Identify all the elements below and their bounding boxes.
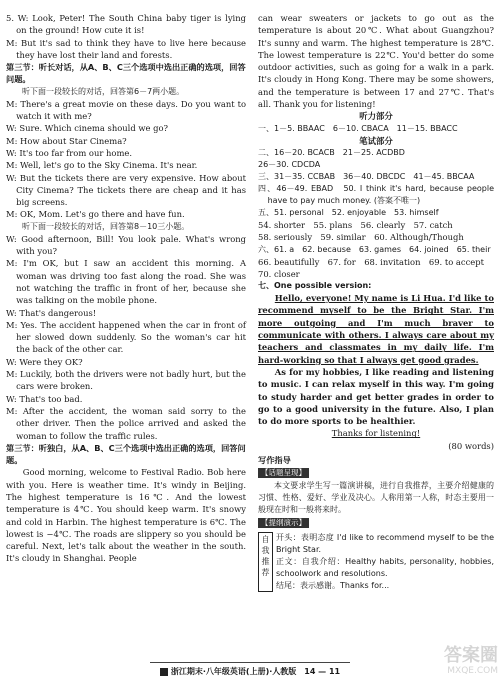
dialog-2 <box>6 233 246 442</box>
section-heading: 第三节：听独白，从A、B、C三个选项中选出正确的选项，回答问题。 <box>6 442 246 466</box>
topic-text: 本文要求学生写一篇演讲稿，进行自我推荐，主要介绍健康的习惯、性格、爱好、学业及决心。人称用第一人称，时态主要用一般现在时和一般将来时。 <box>258 481 494 515</box>
answer-line: 四、46－49. EBAD 50. I think it's hard, because people have to pay much money. (答案不唯一) <box>258 183 494 205</box>
dialog-line: M: How about Star Cinema? <box>6 135 127 146</box>
dialog-line: M: OK, Mom. Let's go there and have fun. <box>6 209 185 220</box>
essay-closing: Thanks for listening! <box>331 428 421 439</box>
instruction: 听下面一段较长的对话，回答第6－7两小题。 <box>22 86 185 96</box>
answer-line: 54. shorter 55. plans 56. clearly 57. catch <box>258 219 453 230</box>
publisher-logo-icon <box>160 668 168 676</box>
right-column <box>258 12 494 592</box>
dialog-line: W: It's too far from our home. <box>6 147 133 158</box>
listening-section-title: 听力部分 <box>359 111 393 122</box>
outline-line: 正文：自我介绍：Healthy habits, personality, hobbies, schoolwork and resolutions. <box>276 557 494 579</box>
dialog-line: M: After the accident, the woman said sorry to the other driver. Then the police arrived and asked the woman to follow the traffic rules. <box>6 405 246 441</box>
monologue: Good morning, welcome to Festival Radio. Bob here with you. Here is weather time. It's windy in Beijing. The highest temperature is 16℃. And the lowest temperature is 4℃. You should keep warm. It's snowy and cold in Harbin. The highest temperature is 6℃. The lowest is −4℃. The roads are slippery so you should be careful. Next, let's talk about the weather in the south. It's cloudy in Shanghai. People <box>6 467 246 564</box>
dialog-line: M: But it's sad to think they have to live here because they have lost their land and forests. <box>6 37 246 60</box>
answer-line: 26－30. CDCDA <box>258 159 321 169</box>
footer-text: 浙江期末·八年级英语(上册)·人教版 14 — 11 <box>170 667 341 676</box>
answer-line: 三、31－35. CCBAB 36－40. DBCDC 41－45. BBCAA <box>258 171 475 181</box>
dialog-line: W: Good afternoon, Bill! You look pale. What's wrong with you? <box>6 233 246 257</box>
writing-guide-title: 写作指导 <box>258 455 291 466</box>
dialog-line: W: Sure. Which cinema should we go? <box>6 123 169 134</box>
instruction: 听下面一段较长的对话，回答第8－10三小题。 <box>22 221 190 231</box>
answer-line: 一、1－5. BBAAC 6－10. CBACA 11－15. BBACC <box>258 123 458 133</box>
essay-paragraph-2: As for my hobbies, I like reading and listening to music. I can relax myself in this way. I'm going to study harder and get better grades in order to go to a good university in the future. Also, I plan to do more sports to be healthier. <box>258 366 494 427</box>
writing-section-title: 笔试部分 <box>359 135 393 146</box>
dialog-line: W: But the tickets there are very expensive. How about City Cinema? The tickets there are cheap and it has big screens. <box>6 172 246 208</box>
outline-tag: 【提纲演示】 <box>258 518 309 528</box>
answer-line: 二、16－20. BCACB 21－25. ACDBD <box>258 147 405 157</box>
outline-line: 开头：表明态度 I'd like to recommend myself to be the Bright Star. <box>276 533 494 555</box>
left-column <box>6 12 246 565</box>
watermark-url: MXQE.COM <box>447 666 498 676</box>
dialog-line: W: That's dangerous! <box>6 307 97 318</box>
page-footer <box>150 662 350 677</box>
essay-paragraph-1: Hello, everyone! My name is Li Hua. I'd like to recommend myself to be the Bright Star. I'm more outgoing and I'm much braver to communicate with others. I always care about my teachers and classmates in my daily life. I'm hard-working so that I always get good grades. <box>258 293 494 365</box>
essay-heading: 七、One possible version: <box>258 281 372 291</box>
outline-box <box>258 532 494 592</box>
outline-label: 自我推荐 <box>258 532 273 592</box>
answer-list <box>258 147 494 280</box>
dialog-line: M: I'm OK, but I saw an accident this morning. A woman was driving too fast along the road. She was not watching the traffic in front of her, because she was talking on the mobile phone. <box>6 258 246 306</box>
dialog-line: M: Luckily, both the drivers were not badly hurt, but the cars were broken. <box>6 369 246 392</box>
answer-line: 66. beautifully 67. for 68. invitation 69. to accept <box>258 256 484 267</box>
answer-line: 58. seriously 59. similar 60. Although/Though <box>258 232 464 243</box>
monologue-continued: can wear sweaters or jackets to go out as the temperature is about 20℃. What about Guangzhou? It's sunny and warm. The highest temperature is 28℃. The lowest temperature is 22℃. You'd better do some outdoor activities, such as going for a walk in a park. It's cloudy in Hong Kong. There may be some showers, and the temperature is between 17 and 27℃. That's all. Thank you for listening! <box>258 13 494 110</box>
dialog-line: M: There's a great movie on these days. Do you want to watch it with me? <box>6 98 246 122</box>
word-count: (80 words) <box>448 440 494 451</box>
answer-line: 六、61. a 62. because 63. games 64. joined 65. their <box>258 244 491 254</box>
dialog-line: 5. W: Look, Peter! The South China baby tiger is lying on the ground! How cute it is! <box>6 13 246 36</box>
answer-line: 70. closer <box>258 268 300 279</box>
dialog-line: W: Were they OK? <box>6 356 83 367</box>
section-heading: 第三节：听长对话，从A、B、C三个选项中选出正确的选项，回答问题。 <box>6 62 246 85</box>
dialog-line: W: That's too bad. <box>6 393 83 404</box>
watermark <box>408 646 498 680</box>
outline-lines <box>276 532 494 592</box>
dialog-line: M: Well, let's go to the Sky Cinema. It's near. <box>6 160 198 171</box>
outline-line: 结尾：表示感谢。Thanks for... <box>276 581 390 591</box>
topic-tag: 【话题呈现】 <box>258 468 309 478</box>
dialog-line: M: Yes. The accident happened when the car in front of her slowed down suddenly. So the woman's car hit the back of the other car. <box>6 319 246 355</box>
answer-line: 五、51. personal 52. enjoyable 53. himself <box>258 207 439 217</box>
watermark-logo: 答案圈 <box>444 645 498 666</box>
dialog-1 <box>6 98 246 221</box>
